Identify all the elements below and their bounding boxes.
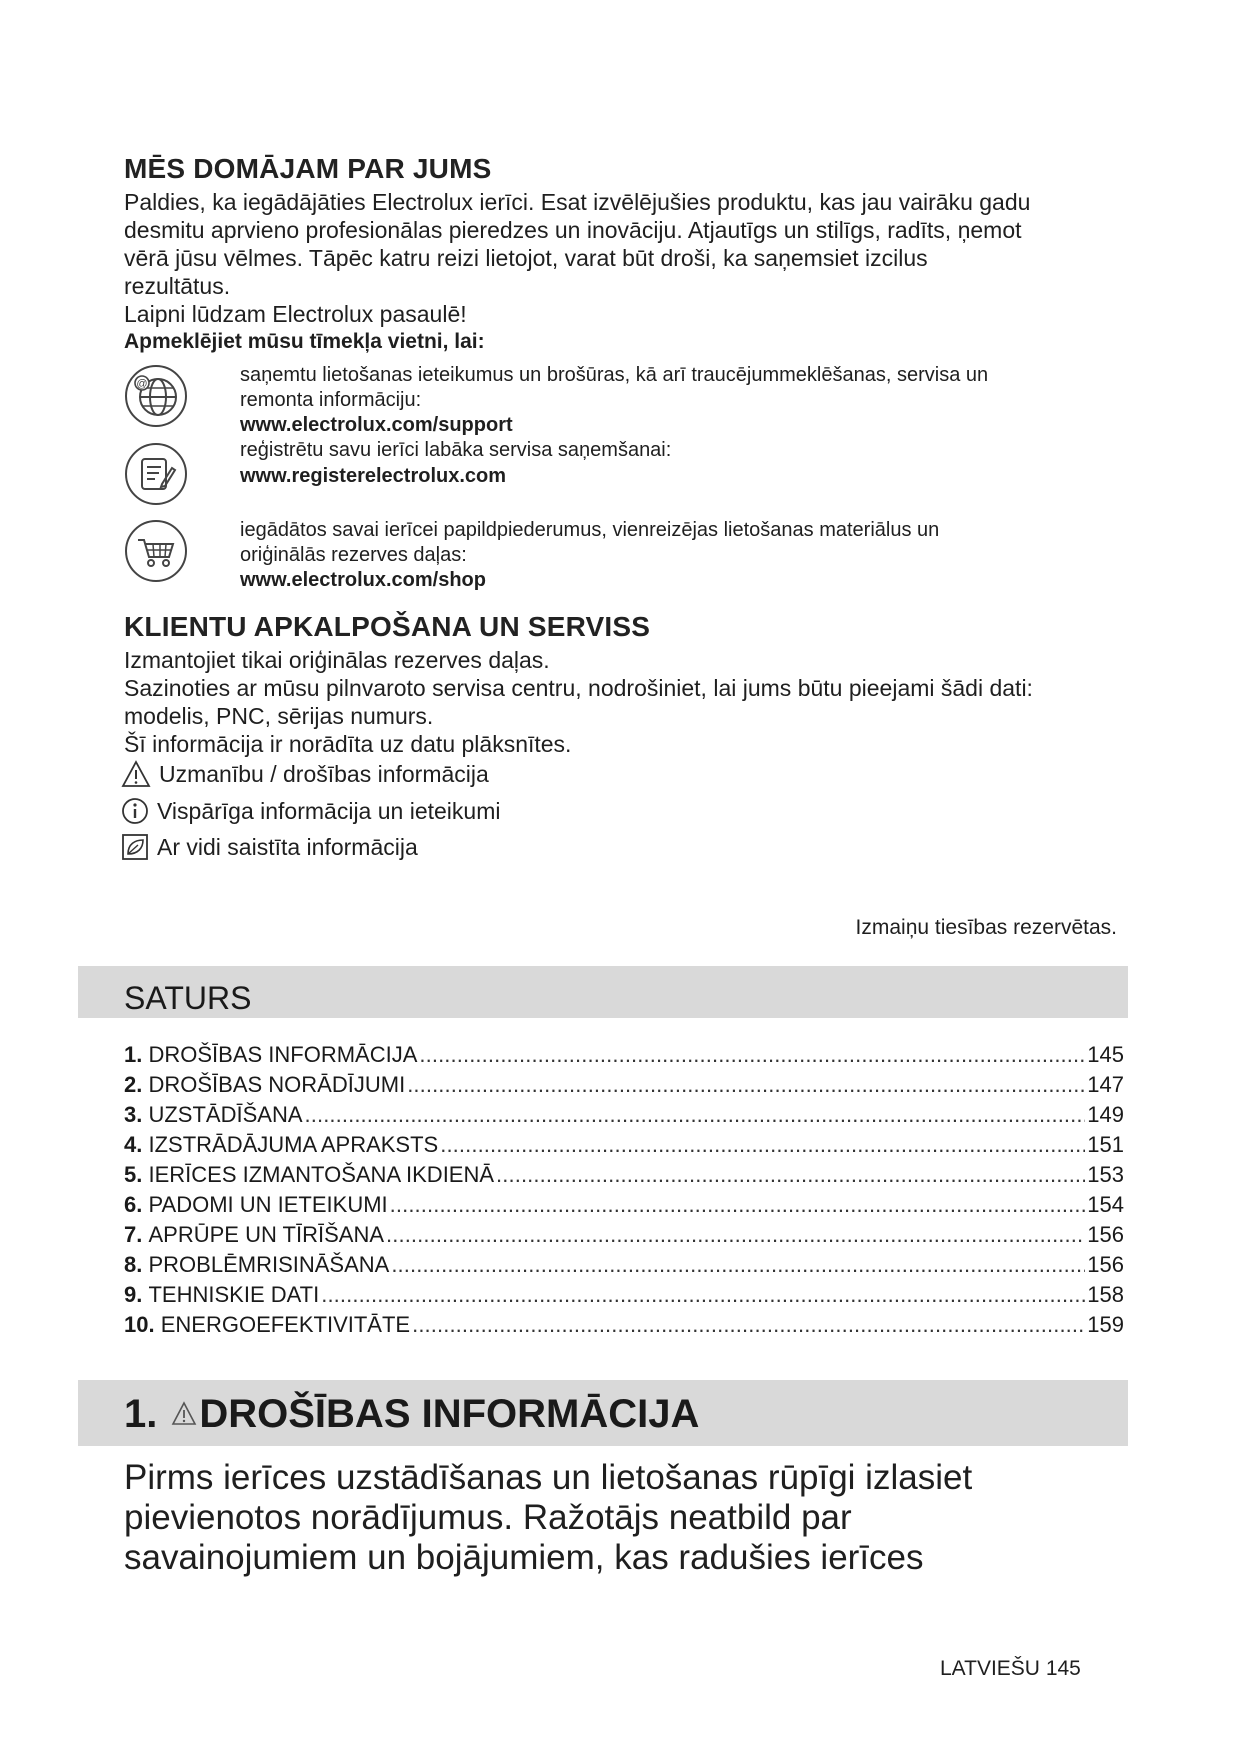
toc-page: 149 — [1087, 1102, 1124, 1127]
legend-warning — [121, 760, 489, 788]
toc-number: 8. — [124, 1252, 143, 1277]
toc-page: 156 — [1087, 1222, 1124, 1247]
page-footer — [940, 1657, 1081, 1681]
toc-number: 9. — [124, 1282, 143, 1307]
toc-page: 151 — [1087, 1132, 1124, 1157]
toc-page: 158 — [1087, 1282, 1124, 1307]
toc-title: SATURS — [124, 980, 252, 1016]
toc-item-title: APRŪPE UN TĪRĪŠANA — [148, 1222, 385, 1247]
intro-line: rezultātus. — [124, 273, 231, 299]
web-item-shop — [240, 518, 1120, 593]
service-line: Izmantojiet tikai oriģinālas rezerves daļas. — [124, 647, 550, 673]
toc-item[interactable] — [124, 1310, 1124, 1340]
toc-item-title: ENERGOEFEKTIVITĀTE — [160, 1312, 411, 1337]
service-heading: KLIENTU APKALPOŠANA UN SERVISS — [124, 611, 651, 642]
rights-reserved: Izmaiņu tiesības rezervētas. — [855, 916, 1117, 939]
service-paragraph — [124, 646, 1134, 758]
web-item-support — [240, 363, 1120, 438]
section1-line: Pirms ierīces uzstādīšanas un lietošanas rūpīgi izlasiet — [124, 1458, 973, 1497]
section1-line: savainojumiem un bojājumiem, kas radušies ierīces — [124, 1538, 924, 1577]
globe-icon — [124, 364, 188, 428]
legend-text: Vispārīga informācija un ieteikumi — [157, 797, 501, 824]
toc-number: 1. — [124, 1042, 143, 1067]
intro-paragraph — [124, 188, 1134, 356]
toc-page: 156 — [1087, 1252, 1124, 1277]
toc-item-title: IERĪCES IZMANTOŠANA IKDIENĀ — [148, 1162, 495, 1187]
toc-leader — [419, 1040, 1085, 1070]
intro-line: Paldies, ka iegādājāties Electrolux ierīci. Esat izvēlējušies produktu, kas jau vairāku gadu — [124, 189, 1031, 215]
toc-item-title: TEHNISKIE DATI — [148, 1282, 320, 1307]
web-item-text: oriģinālās rezerves daļas: — [240, 544, 467, 566]
toc-item[interactable] — [124, 1070, 1124, 1100]
toc-leader — [321, 1280, 1085, 1310]
shop-link[interactable]: www.electrolux.com/shop — [240, 569, 486, 591]
svg-text:@: @ — [136, 378, 148, 390]
toc-item-title: PROBLĒMRISINĀŠANA — [148, 1252, 390, 1277]
footer-page-number: 145 — [1045, 1657, 1081, 1680]
section1-intro — [124, 1458, 1124, 1578]
toc-leader — [412, 1310, 1085, 1340]
toc-item-title: IZSTRĀDĀJUMA APRAKSTS — [148, 1132, 439, 1157]
toc-item[interactable] — [124, 1220, 1124, 1250]
toc-item-title: DROŠĪBAS NORĀDĪJUMI — [148, 1072, 406, 1097]
toc-item[interactable] — [124, 1250, 1124, 1280]
toc-page: 153 — [1087, 1162, 1124, 1187]
warning-icon — [171, 1392, 197, 1437]
toc-item-title: DROŠĪBAS INFORMĀCIJA — [148, 1042, 418, 1067]
warning-icon — [121, 760, 151, 788]
web-item-text: remonta informāciju: — [240, 389, 422, 411]
footer-language: LATVIEŠU — [940, 1657, 1040, 1680]
toc-leader — [496, 1160, 1085, 1190]
toc-item[interactable] — [124, 1190, 1124, 1220]
toc-item[interactable] — [124, 1100, 1124, 1130]
toc-item[interactable] — [124, 1280, 1124, 1310]
cart-icon — [124, 519, 188, 583]
toc-number: 5. — [124, 1162, 143, 1187]
toc-item-title: UZSTĀDĪŠANA — [148, 1102, 303, 1127]
web-item-text: saņemtu lietošanas ieteikumus un brošūras, kā arī traucējummeklēšanas, servisa un — [240, 364, 989, 386]
web-item-text: reģistrētu savu ierīci labāka servisa saņemšanai: — [240, 439, 672, 461]
register-link[interactable]: www.registerelectrolux.com — [240, 465, 507, 487]
section1-line: pievienotos norādījumus. Ražotājs neatbild par — [124, 1498, 852, 1537]
toc-leader — [390, 1190, 1086, 1220]
service-line: Šī informācija ir norādīta uz datu plāksnītes. — [124, 731, 572, 757]
web-item-text: iegādātos savai ierīcei papildpiederumus, vienreizējas lietošanas materiālus un — [240, 519, 940, 541]
welcome-line: Laipni lūdzam Electrolux pasaulē! — [124, 301, 467, 327]
support-link[interactable]: www.electrolux.com/support — [240, 414, 513, 436]
register-icon — [124, 442, 188, 506]
legend-text: Ar vidi saistīta informācija — [157, 833, 418, 860]
service-line: modelis, PNC, sērijas numurs. — [124, 703, 434, 729]
toc-item-title: PADOMI UN IETEIKUMI — [148, 1192, 388, 1217]
toc-page: 159 — [1087, 1312, 1124, 1337]
toc-leader — [305, 1100, 1086, 1130]
toc-page: 145 — [1087, 1042, 1124, 1067]
toc-item[interactable] — [124, 1040, 1124, 1070]
legend-info — [121, 797, 500, 825]
toc-leader — [407, 1070, 1085, 1100]
toc-number: 3. — [124, 1102, 143, 1127]
section1-title — [124, 1392, 699, 1437]
toc-item[interactable] — [124, 1160, 1124, 1190]
table-of-contents — [124, 1040, 1124, 1340]
toc-leader — [391, 1250, 1085, 1280]
section1-number: 1. — [124, 1392, 158, 1436]
web-item-register — [240, 438, 1120, 489]
toc-page: 147 — [1087, 1072, 1124, 1097]
toc-number: 2. — [124, 1072, 143, 1097]
intro-line: vērā jūsu vēlmes. Tāpēc katru reizi lietojot, varat būt droši, ka saņemsiet izcilus — [124, 245, 928, 271]
toc-number: 6. — [124, 1192, 143, 1217]
section1-heading: DROŠĪBAS INFORMĀCIJA — [199, 1392, 700, 1436]
info-icon — [121, 797, 149, 825]
intro-line: desmitu aprvieno profesionālas pieredzes un inovāciju. Atjautīgs un stilīgs, radīts, ņemot — [124, 217, 1022, 243]
visit-line: Apmeklējiet mūsu tīmekļa vietni, lai: — [124, 330, 485, 353]
legend-environment — [121, 833, 418, 861]
toc-number: 10. — [124, 1312, 155, 1337]
leaf-icon — [121, 833, 149, 861]
toc-page: 154 — [1087, 1192, 1124, 1217]
toc-leader — [386, 1220, 1085, 1250]
toc-number: 7. — [124, 1222, 143, 1247]
toc-item[interactable] — [124, 1130, 1124, 1160]
service-line: Sazinoties ar mūsu pilnvaroto servisa centru, nodrošiniet, lai jums būtu pieejami šādi dati: — [124, 675, 1033, 701]
intro-heading: MĒS DOMĀJAM PAR JUMS — [124, 153, 492, 184]
toc-number: 4. — [124, 1132, 143, 1157]
toc-leader — [440, 1130, 1085, 1160]
legend-text: Uzmanību / drošības informācija — [159, 760, 489, 787]
